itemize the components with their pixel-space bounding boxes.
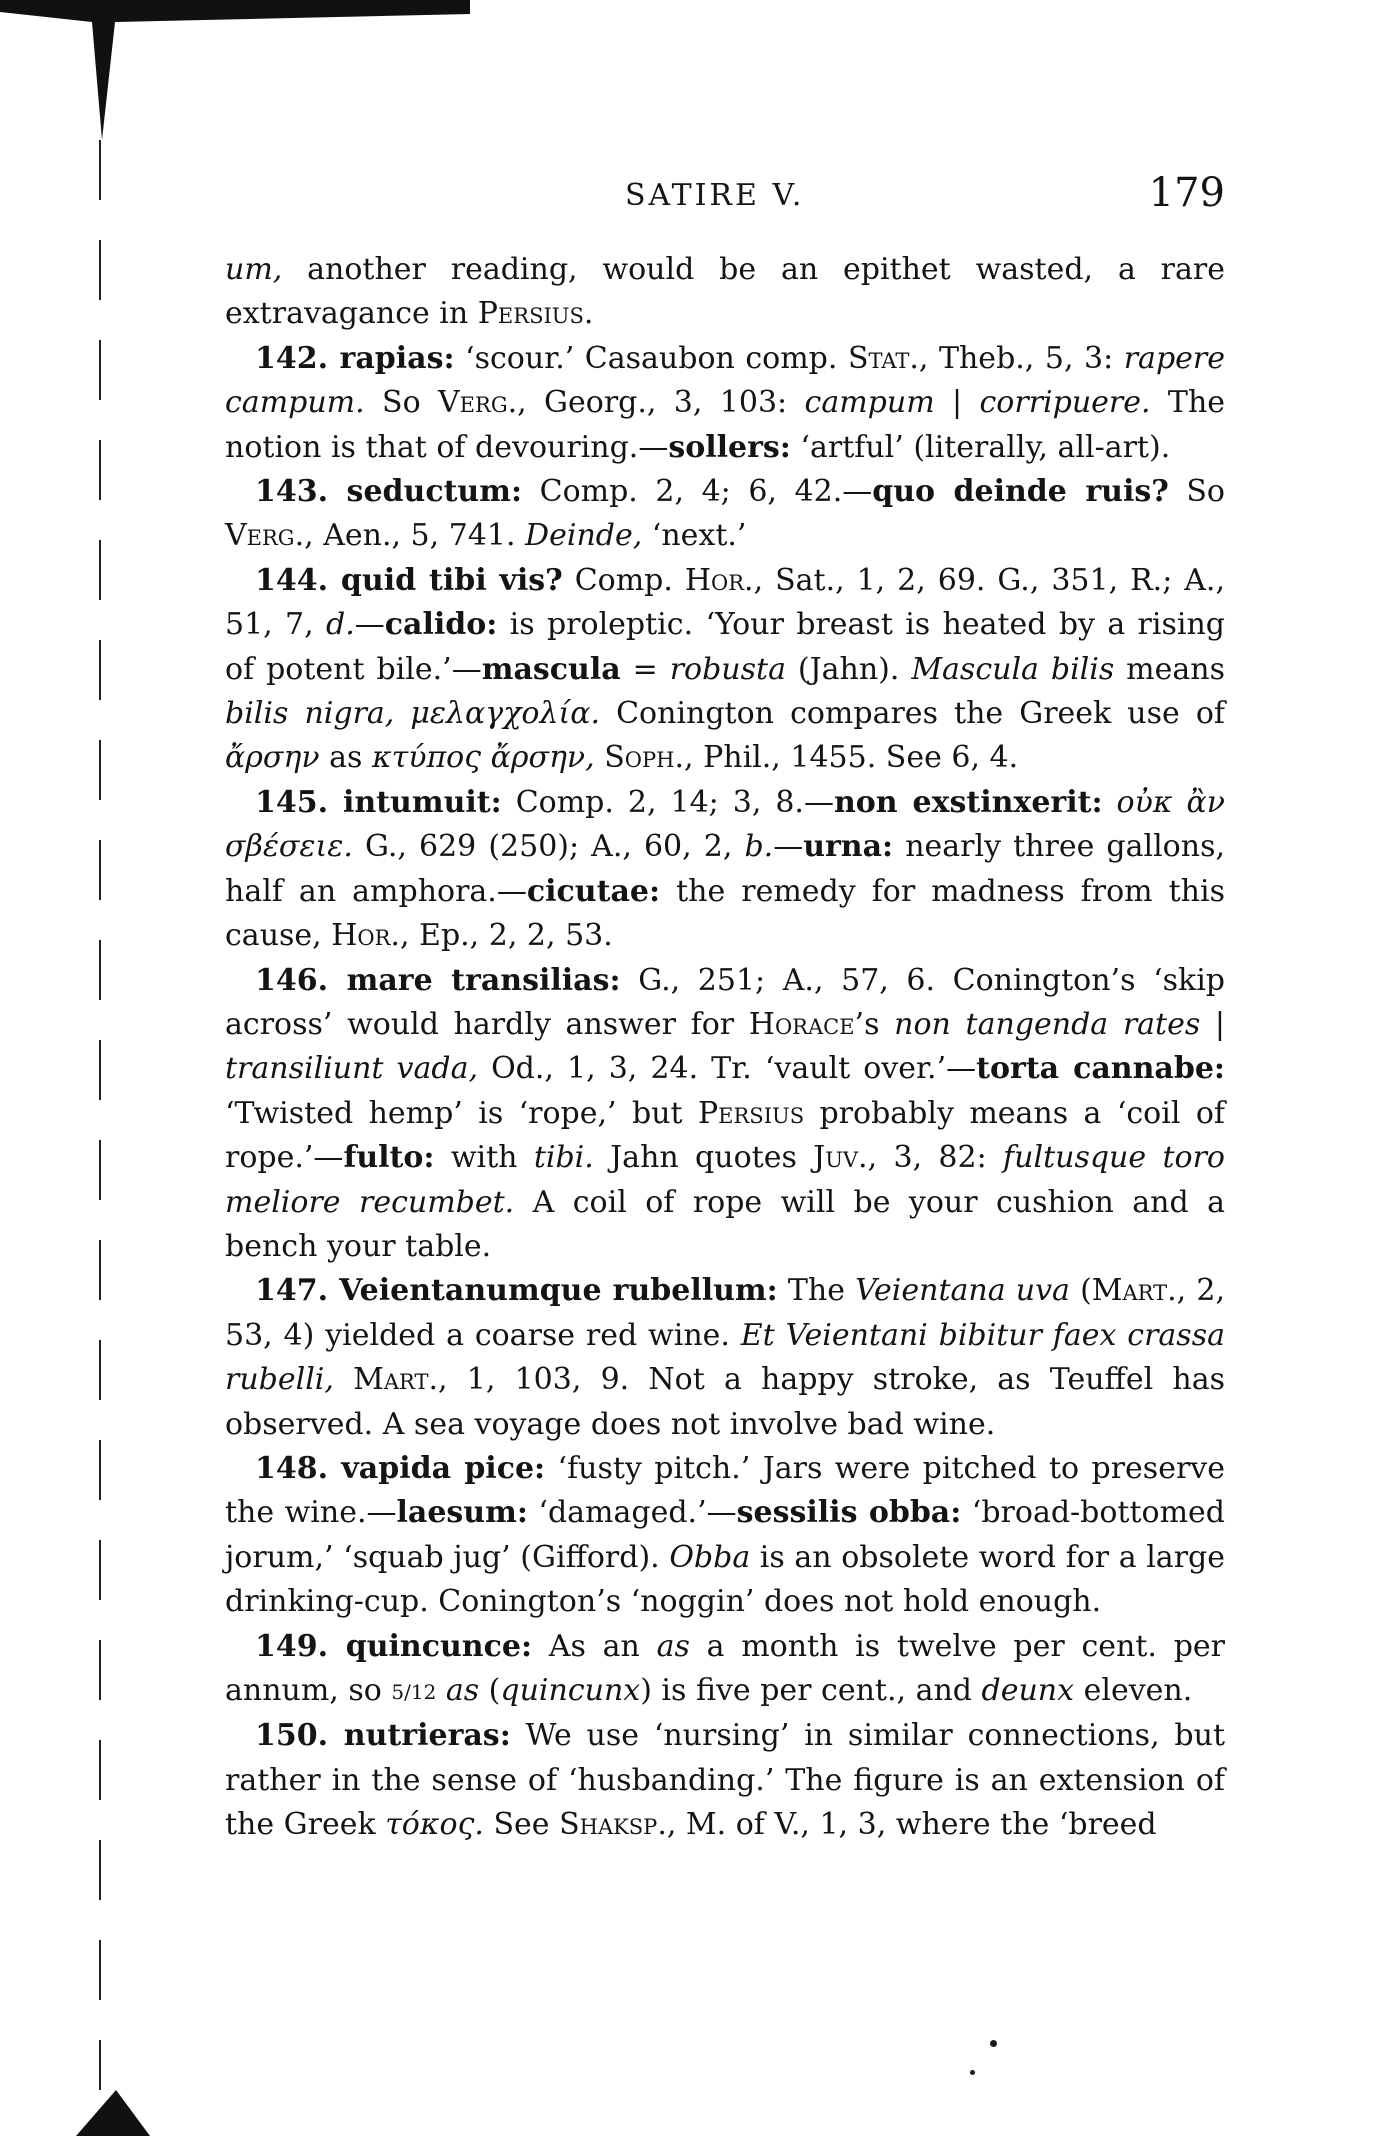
note-text: ) is five per cent., and <box>640 1673 982 1708</box>
italic-text: bilis nigra, μελαγχολία. <box>225 696 601 732</box>
author-name: Juv. <box>813 1140 868 1176</box>
note-number: 147. <box>255 1273 329 1309</box>
lemma: seductum: <box>328 474 523 510</box>
note-paragraph <box>225 1447 1225 1625</box>
page-header <box>225 168 1225 228</box>
italic-text: οὐκ ἂν σβέσειε. <box>225 784 1225 865</box>
lemma: mascula <box>481 651 621 687</box>
lemma: rapias: <box>328 340 455 376</box>
italic-text: um, <box>225 252 283 287</box>
note-text: is an obsolete word for a large drinking-cup. Conington’s ‘noggin’ does not hold enough. <box>225 1539 1225 1620</box>
note-text: G., 251; A., 57, 6. Conington’s ‘skip across’ would hardly answer for <box>225 962 1225 1042</box>
lemma: torta cannabe: <box>976 1051 1225 1087</box>
note-text: eleven. <box>1074 1673 1193 1708</box>
note-text: ‘artful’ (literally, all-art). <box>790 429 1171 465</box>
author-name: Persius <box>697 1095 805 1131</box>
lemma: nutrieras: <box>328 1718 511 1754</box>
lemma: fulto: <box>343 1140 435 1176</box>
italic-text: rapere campum. <box>225 340 1225 421</box>
author-name: Hor. <box>684 562 754 598</box>
note-text: As an <box>532 1628 657 1664</box>
italic-text: Obba <box>669 1539 751 1575</box>
italic-text: Mascula bilis <box>911 651 1115 687</box>
note-text: Od., 1, 3, 24. Tr. ‘vault over.’— <box>478 1051 977 1087</box>
note-text <box>1103 785 1117 820</box>
lemma: quid tibi vis? <box>328 562 563 598</box>
note-text: We use ‘nursing’ in similar connections, but rather in the sense of ‘husbanding.’ The figure is an extension of the Greek <box>225 1718 1225 1843</box>
note-text: Jahn quotes <box>593 1140 814 1176</box>
note-text: , M. of V., 1, 3, where the ‘breed <box>666 1807 1157 1843</box>
author-name: Shaksp. <box>559 1807 667 1843</box>
author-name: Mart. <box>353 1362 439 1398</box>
note-paragraph <box>225 1625 1225 1715</box>
note-text: , Ep., 2, 2, 53. <box>399 918 613 954</box>
running-title: SATIRE V. <box>625 178 805 213</box>
lemma: sollers: <box>668 429 791 465</box>
note-text <box>436 1673 446 1708</box>
author-name: Verg. <box>438 385 518 421</box>
italic-text: deunx <box>981 1673 1075 1708</box>
note-text: ‘Twisted hemp’ is ‘rope,’ but <box>225 1095 698 1131</box>
author-name: Horace <box>748 1006 855 1042</box>
lemma: sessilis obba: <box>736 1495 962 1531</box>
note-text: is proleptic. ‘Your breast is heated by a rising of potent bile.’— <box>225 607 1225 687</box>
note-number: 146. <box>255 962 329 998</box>
note-paragraph <box>225 959 1225 1270</box>
italic-text: κτύπος ἄρσην, <box>371 740 595 776</box>
note-text: ( <box>479 1673 501 1708</box>
note-text: nearly three gallons, half an amphora.— <box>225 829 1225 909</box>
italic-text: quincunx <box>500 1673 641 1708</box>
note-text <box>595 740 605 775</box>
note-paragraph <box>225 1269 1225 1447</box>
author-name: Hor. <box>331 918 400 954</box>
note-text <box>334 1362 353 1397</box>
note-text: ‘fusty pitch.’ Jars were pitched to preserve the wine.— <box>225 1450 1225 1531</box>
note-text: , 2, 53, 4) yielded a coarse red wine. <box>225 1273 1225 1353</box>
lemma: quincunce: <box>328 1628 533 1664</box>
note-text: with <box>434 1140 534 1176</box>
note-text: , 1, 103, 9. Not a happy stroke, as Teuffel has observed. A sea voyage does not involve bad wine. <box>225 1362 1225 1442</box>
note-text: ‘scour.’ Casaubon comp. <box>454 340 848 376</box>
lemma: urna: <box>803 829 894 865</box>
note-paragraph <box>225 781 1225 959</box>
author-name: Stat. <box>847 340 919 376</box>
note-text: , Theb., 5, 3: <box>918 340 1124 376</box>
lemma: non exstinxerit: <box>833 784 1103 820</box>
italic-text: d. <box>326 607 355 643</box>
note-text: as <box>319 740 372 776</box>
top-left-corner-shadow <box>0 0 470 140</box>
italic-text: as <box>445 1673 480 1708</box>
note-text: ‘next.’ <box>642 518 747 554</box>
note-text: , Sat., 1, 2, 69. G., 351, R.; A., 51, 7, <box>225 562 1225 643</box>
note-text: The <box>777 1273 856 1309</box>
ink-dot <box>970 2070 975 2075</box>
note-text: = <box>620 651 670 687</box>
note-text: a month is twelve per cent. per annum, so <box>225 1628 1225 1708</box>
note-text: (Jahn). <box>785 651 912 687</box>
ink-dot <box>990 2040 997 2047</box>
margin-marks <box>1290 0 1390 2136</box>
note-text: — <box>773 829 804 865</box>
note-number: 143. <box>255 474 329 510</box>
note-text: ’s <box>854 1006 895 1042</box>
note-text: See <box>483 1807 560 1843</box>
note-text: Comp. <box>562 562 685 598</box>
note-text: So <box>364 385 439 421</box>
lemma: Veientanumque rubellum: <box>328 1273 778 1309</box>
note-paragraph <box>225 470 1225 559</box>
note-text: G., 629 (250); A., 60, 2, <box>352 829 745 865</box>
note-text: the remedy for madness from this cause, <box>225 873 1225 954</box>
note-text: ‘broad-bottomed jorum,’ ‘squab jug’ (Gifford). <box>225 1495 1226 1575</box>
note-text: The notion is that of devouring.— <box>225 385 1226 465</box>
author-name: Verg. <box>225 518 305 554</box>
note-text: — <box>354 607 385 643</box>
author-name: Soph. <box>604 740 684 776</box>
author-name: Mart. <box>1091 1273 1177 1309</box>
italic-text: campum | corripuere. <box>804 385 1151 421</box>
note-text: probably means a ‘coil of rope.’— <box>225 1095 1225 1176</box>
italic-text: robusta <box>669 651 786 687</box>
continued-paragraph <box>225 248 1225 337</box>
note-text: Comp. 2, 14; 3, 8.— <box>501 784 834 820</box>
note-text: ( <box>1069 1273 1092 1309</box>
italic-text: fultusque toro meliore recumbet. <box>225 1140 1225 1220</box>
note-text: , Georg., 3, 103: <box>517 385 805 421</box>
lemma: vapida pice: <box>328 1450 546 1486</box>
lemma: calido: <box>384 607 498 643</box>
note-paragraph <box>225 337 1225 470</box>
note-text: , Aen., 5, 741. <box>304 518 526 554</box>
lemma: laesum: <box>396 1495 528 1531</box>
note-text: , Phil., 1455. See 6, 4. <box>684 740 1019 776</box>
page-number: 179 <box>1148 170 1225 216</box>
italic-text: as <box>656 1628 690 1664</box>
note-text: means <box>1114 651 1225 687</box>
bottom-left-corner-shadow <box>76 2090 150 2136</box>
note-number: 145. <box>255 784 329 820</box>
note-number: 150. <box>255 1718 329 1754</box>
italic-text: b. <box>744 829 774 865</box>
note-text: another reading, would be an epithet wasted, a rare extravagance in <box>225 252 1225 332</box>
italic-text: non tangenda rates | transiliunt vada, <box>225 1006 1226 1087</box>
italic-text: τόκος. <box>385 1807 484 1843</box>
lemma: mare transilias: <box>328 962 621 998</box>
note-number: 149. <box>255 1628 329 1664</box>
italic-text: ἄρσην <box>225 740 320 776</box>
note-number: 142. <box>255 340 329 376</box>
note-text: Conington compares the Greek use of <box>600 696 1226 732</box>
fraction: 5/12 <box>391 1679 437 1704</box>
note-number: 144. <box>255 562 329 598</box>
note-text: Comp. 2, 4; 6, 42.— <box>522 474 873 510</box>
note-number: 148. <box>255 1450 329 1486</box>
note-paragraph <box>225 559 1225 781</box>
note-text: A coil of rope will be your cushion and a bench your table. <box>225 1184 1225 1264</box>
note-text: So <box>1168 474 1225 510</box>
lemma: cicutae: <box>526 873 661 909</box>
note-text: , 3, 82: <box>867 1140 1004 1176</box>
commentary-notes <box>225 248 1225 1847</box>
lemma: intumuit: <box>328 784 502 820</box>
lemma: quo deinde ruis? <box>872 474 1169 510</box>
italic-text: tibi. <box>533 1140 594 1176</box>
italic-text: Veientana uva <box>855 1273 1070 1309</box>
italic-text: Deinde, <box>525 518 643 554</box>
author-name: Persius. <box>477 296 594 332</box>
note-text: ‘damaged.’— <box>527 1495 737 1531</box>
note-paragraph <box>225 1714 1225 1847</box>
italic-text: Et Veientani bibitur faex crassa rubelli, <box>225 1317 1225 1398</box>
